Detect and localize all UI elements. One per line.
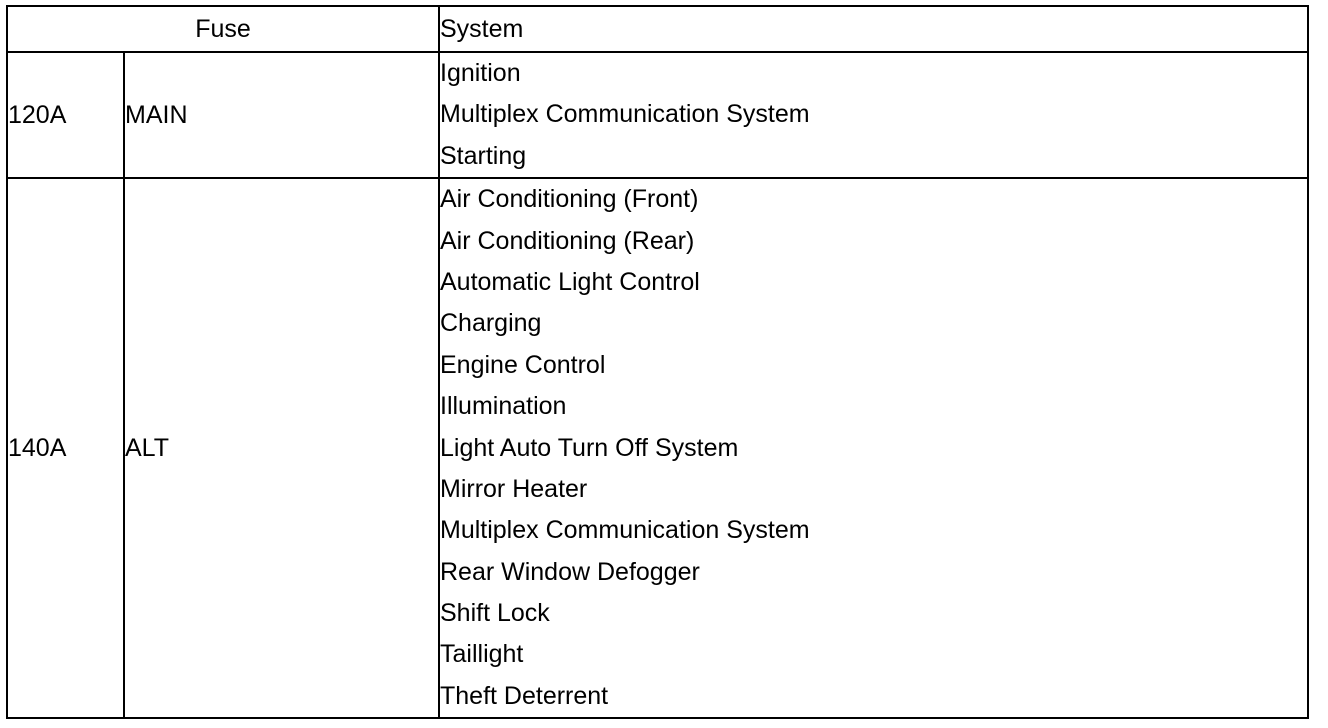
system-item: Rear Window Defogger: [440, 557, 700, 586]
system-item: Multiplex Communication System: [440, 100, 810, 129]
system-list: [439, 178, 1308, 718]
system-item: Multiplex Communication System: [440, 516, 810, 545]
fuse-system-table: [6, 5, 1309, 719]
system-item: Theft Deterrent: [440, 681, 609, 710]
system-item: Light Auto Turn Off System: [440, 433, 739, 462]
table-row: [7, 178, 1308, 718]
system-item: Illumination: [440, 392, 567, 421]
header-system: System: [439, 6, 1308, 52]
table-row: [7, 52, 1308, 178]
system-list: [439, 52, 1308, 178]
system-item: Shift Lock: [440, 599, 550, 628]
system-item: Engine Control: [440, 350, 606, 379]
system-item: Mirror Heater: [440, 474, 588, 503]
system-item: Ignition: [440, 59, 521, 87]
system-item: Air Conditioning (Front): [440, 185, 699, 214]
system-item: Starting: [440, 141, 527, 170]
fuse-rating: 140A: [7, 178, 124, 718]
fuse-name: ALT: [124, 178, 439, 718]
header-row: [7, 6, 1308, 52]
fuse-rating: 120A: [7, 52, 124, 178]
system-item: Taillight: [440, 640, 524, 669]
system-item: Automatic Light Control: [440, 267, 700, 296]
system-item: Charging: [440, 309, 542, 338]
system-item: Air Conditioning (Rear): [440, 226, 695, 255]
fuse-name: MAIN: [124, 52, 439, 178]
header-fuse: Fuse: [7, 6, 439, 52]
